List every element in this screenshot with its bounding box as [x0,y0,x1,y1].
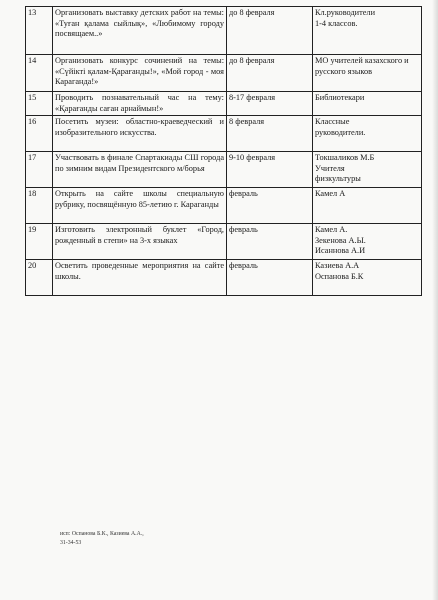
table-row [26,92,422,116]
event-description: Проводить познавательный час на тему: «Қарағанды саған арнаймын!» [53,92,227,116]
table-row [26,55,422,92]
executor-phone: 31-34-53 [60,540,82,546]
row-number: 20 [26,260,53,296]
row-number: 14 [26,55,53,92]
event-date: февраль [227,260,313,296]
row-number: 17 [26,152,53,188]
row-number: 15 [26,92,53,116]
event-description: Открыть на сайте школы специальную рубрику, посвящённую 85-летию г. Караганды [53,188,227,224]
event-description: Организовать выставку детских работ на темы: «Туған қалама сыйлық», «Любимому городу посвящаем..» [53,7,227,55]
event-date: февраль [227,188,313,224]
row-number: 18 [26,188,53,224]
event-responsible: Камел А. Зекенова А.Ы. Исаннова А.И [313,224,422,260]
event-responsible: Камел А [313,188,422,224]
event-description: Участвовать в финале Спартакиады СШ города по зимним видам Президентского м/борья [53,152,227,188]
event-responsible: Кл.руководители 1-4 классов. [313,7,422,55]
event-date: до 8 февраля [227,7,313,55]
event-responsible: Токшаликов М.Б Учителя физкультуры [313,152,422,188]
event-description: Изготовить электронный буклет «Город, рожденный в степи» на 3-х языках [53,224,227,260]
event-responsible: Библиотекари [313,92,422,116]
event-responsible: Классные руководители. [313,116,422,152]
scan-edge-shadow [432,0,438,600]
event-description: Организовать конкурс сочинений на темы: «Сүйікті қалам-Қарағанды!», «Мой город - моя Караганда!» [53,55,227,92]
events-table [25,6,422,296]
event-responsible: МО учителей казахского и русского языков [313,55,422,92]
event-date: 8-17 февраля [227,92,313,116]
event-date: 9-10 февраля [227,152,313,188]
table-row [26,260,422,296]
row-number: 19 [26,224,53,260]
table-row [26,7,422,55]
event-date: февраль [227,224,313,260]
executor-footer [60,530,144,548]
event-description: Осветить проведенные мероприятия на сайте школы. [53,260,227,296]
table-row [26,152,422,188]
table-row [26,116,422,152]
event-responsible: Казиева А.А Оспанова Б.К [313,260,422,296]
event-description: Посетить музеи: областно-краеведческий и изобразительного искусства. [53,116,227,152]
row-number: 16 [26,116,53,152]
table-row [26,224,422,260]
event-date: до 8 февраля [227,55,313,92]
event-date: 8 февраля [227,116,313,152]
table-row [26,188,422,224]
row-number: 13 [26,7,53,55]
executor-names: исп: Оспанова Б.К., Казиева А.А., [60,531,144,537]
